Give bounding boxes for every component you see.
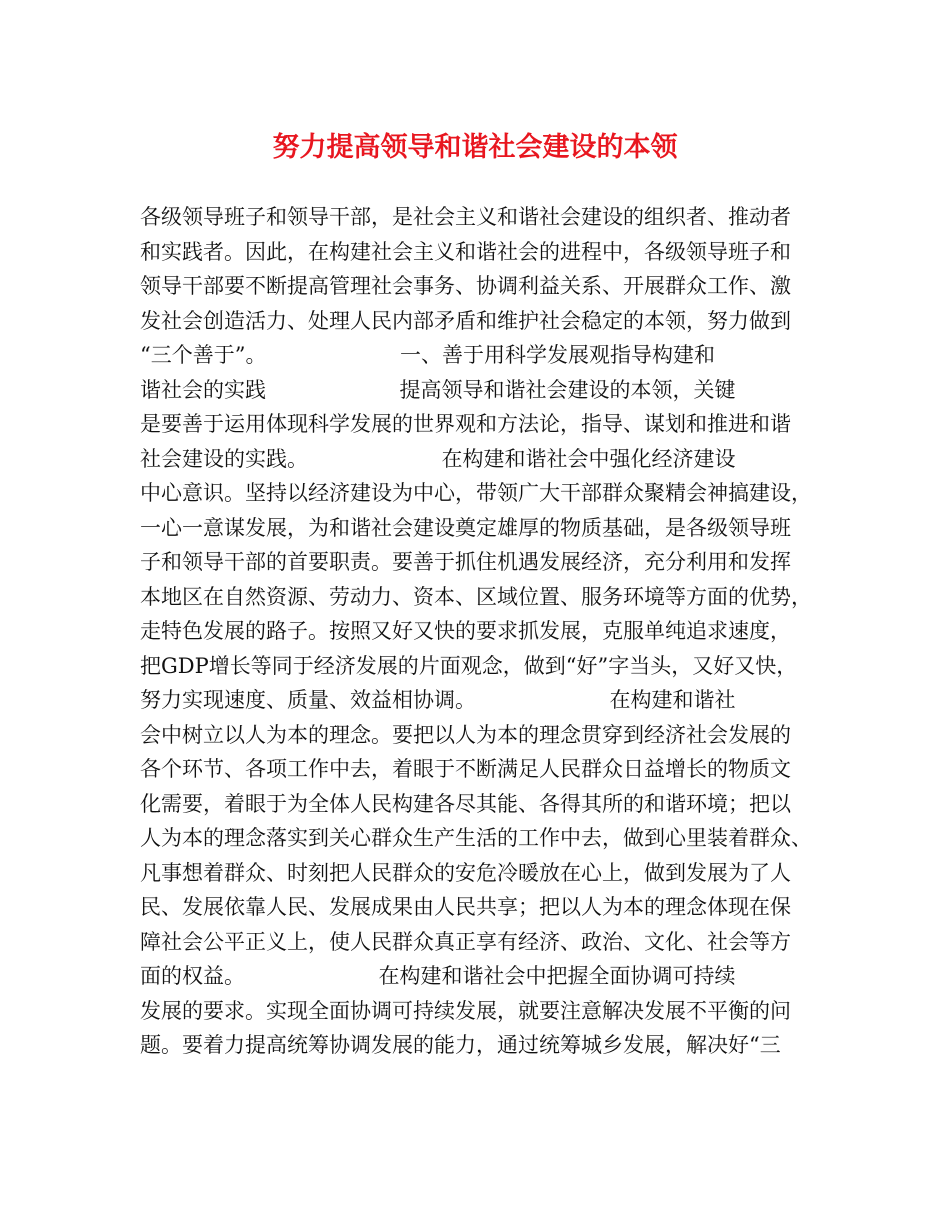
- text-line: 题。要着力提高统筹协调发展的能力，通过统筹城乡发展，解决好“三: [140, 1033, 781, 1057]
- text-line: 民、发展依靠人民、发展成果由人民共享；把以人为本的理念体现在保: [140, 895, 791, 919]
- text-line: “三个善于”。 一、善于用科学发展观指导构建和: [140, 343, 715, 367]
- text-line: 会中树立以人为本的理念。要把以人为本的理念贯穿到经济社会发展的: [140, 722, 791, 747]
- text-line: 社会建设的实践。 在构建和谐社会中强化经济建设: [140, 446, 736, 471]
- text-line: 子和领导干部的首要职责。要善于抓住机遇发展经济，充分利用和发挥: [140, 550, 791, 574]
- text-line: 障社会公平正义上，使人民群众真正享有经济、政治、文化、社会等方: [140, 929, 791, 954]
- text-line: 领导干部要不断提高管理社会事务、协调利益关系、开展群众工作、激: [140, 274, 791, 298]
- text-line: 发展的要求。实现全面协调可持续发展，就要注意解决发展不平衡的问: [140, 998, 791, 1023]
- text-line: 一心一意谋发展，为和谐社会建设奠定雄厚的物质基础，是各级领导班: [140, 515, 791, 540]
- text-line: 走特色发展的路子。按照又好又快的要求抓发展，克服单纯追求速度，: [140, 619, 791, 643]
- text-line: 发社会创造活力、处理人民内部矛盾和维护社会稳定的本领，努力做到: [140, 308, 791, 333]
- document-title: 努力提高领导和谐社会建设的本领: [272, 132, 678, 163]
- text-line: 各级领导班子和领导干部，是社会主义和谐社会建设的组织者、推动者: [140, 205, 791, 229]
- text-line: 谐社会的实践 提高领导和谐社会建设的本领，关键: [140, 377, 736, 402]
- text-line: 努力实现速度、质量、效益相协调。 在构建和谐社: [140, 688, 736, 712]
- text-line: 中心意识。坚持以经济建设为中心，带领广大干部群众聚精会神搞建设，: [140, 481, 812, 505]
- text-line: 人为本的理念落实到关心群众生产生活的工作中去，做到心里装着群众、: [140, 826, 812, 850]
- text-line: 化需要，着眼于为全体人民构建各尽其能、各得其所的和谐环境；把以: [140, 791, 791, 816]
- document-body: [140, 200, 840, 1063]
- text-line: 面的权益。 在构建和谐社会中把握全面协调可持续: [140, 964, 736, 988]
- text-line: 和实践者。因此，在构建社会主义和谐社会的进程中，各级领导班子和: [140, 239, 791, 264]
- text-line: 把GDP增长等同于经济发展的片面观念，做到“好”字当头，又好又快，: [140, 653, 798, 678]
- text-line: 凡事想着群众、时刻把人民群众的安危冷暖放在心上，做到发展为了人: [140, 860, 791, 885]
- text-line: 本地区在自然资源、劳动力、资本、区域位置、服务环境等方面的优势，: [140, 584, 812, 609]
- text-line: 各个环节、各项工作中去，着眼于不断满足人民群众日益增长的物质文: [140, 757, 791, 781]
- text-line: 是要善于运用体现科学发展的世界观和方法论，指导、谋划和推进和谐: [140, 412, 791, 436]
